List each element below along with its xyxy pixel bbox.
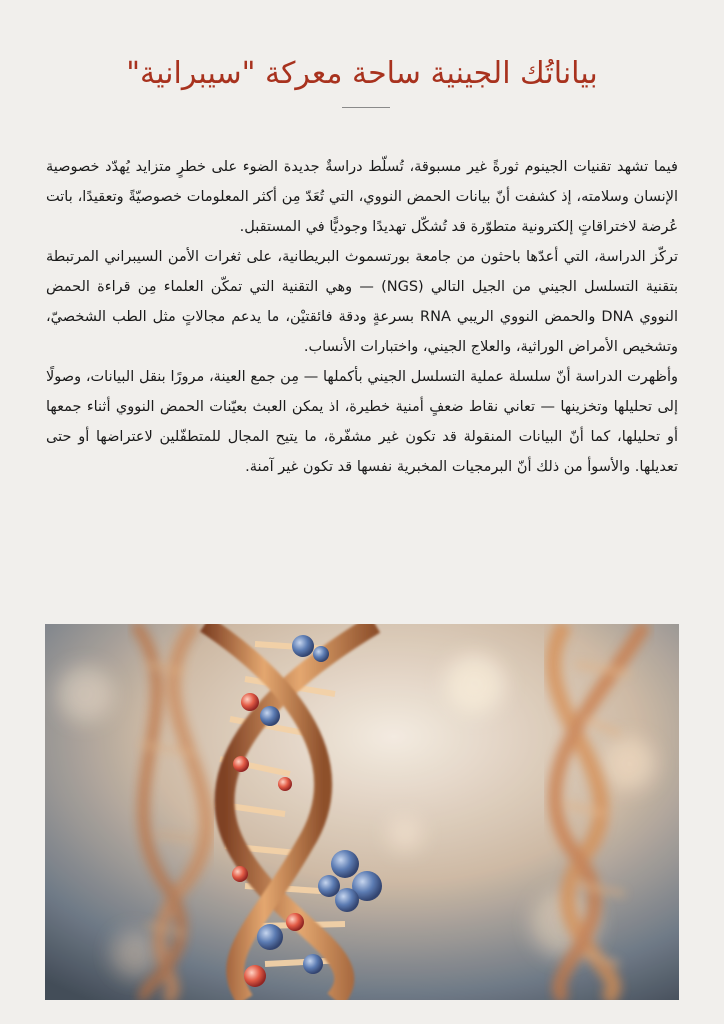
article-title: بياناتُك الجينية ساحة معركة "سيبرانية" bbox=[126, 56, 598, 91]
dna-helix-image bbox=[45, 624, 679, 1000]
article-paragraph: وأظهرت الدراسة أنّ سلسلة عملية التسلسل الجيني بأكملها — مِن جمع العينة، مرورًا بنقل البيانات، وصولًا إلى تحليلها وتخزينها — تعاني نقاط ضعفٍ أمنية خطيرة، اذ يمكن العبث بعيّنات الحمض النووي أثناء جمعها أو تحليلها، كما أنّ البيانات المنقولة قد تكون غير مشفّرة، ما يتيح المجال للمتطفّلين لاعتراضها أو حتى تعديلها. والأسوأ من ذلك أنّ البرمجيات المخبرية نفسها قد تكون غير آمنة. bbox=[46, 369, 678, 475]
article-paragraph: تركّز الدراسة، التي أعدّها باحثون من جامعة بورتسموث البريطانية، على ثغرات الأمن السيبراني المرتبطة بتقنية التسلسل الجيني من الجيل التالي (NGS) — وهي التقنية التي تمكّن العلماء مِن قراءة الحمض النووي DNA والحمض النووي الريبي RNA بسرعةٍ ودقة فائقتيْن، ما يدعم مجالاتٍ مثل الطب الشخصيّ، وتشخيص الأمراض الوراثية، والعلاج الجيني، واختبارات الأنساب. bbox=[46, 249, 679, 355]
article-paragraph: فيما تشهد تقنيات الجينوم ثورةً غير مسبوقة، تُسلّط دراسةٌ جديدة الضوء على خطرٍ متزايد يُهدّد خصوصية الإنسان وسلامته، إذ كشفت أنّ بيانات الحمض النووي، التي تُعَدّ مِن أكثر المعلومات خصوصيّةً وتعقيدًا، باتت عُرضة لاختراقاتٍ إلكترونية متطوّرة قد تُشكّل تهديدًا وجوديًّا في المستقبل. bbox=[46, 159, 678, 235]
article-body bbox=[46, 152, 678, 482]
title-divider bbox=[342, 107, 390, 108]
